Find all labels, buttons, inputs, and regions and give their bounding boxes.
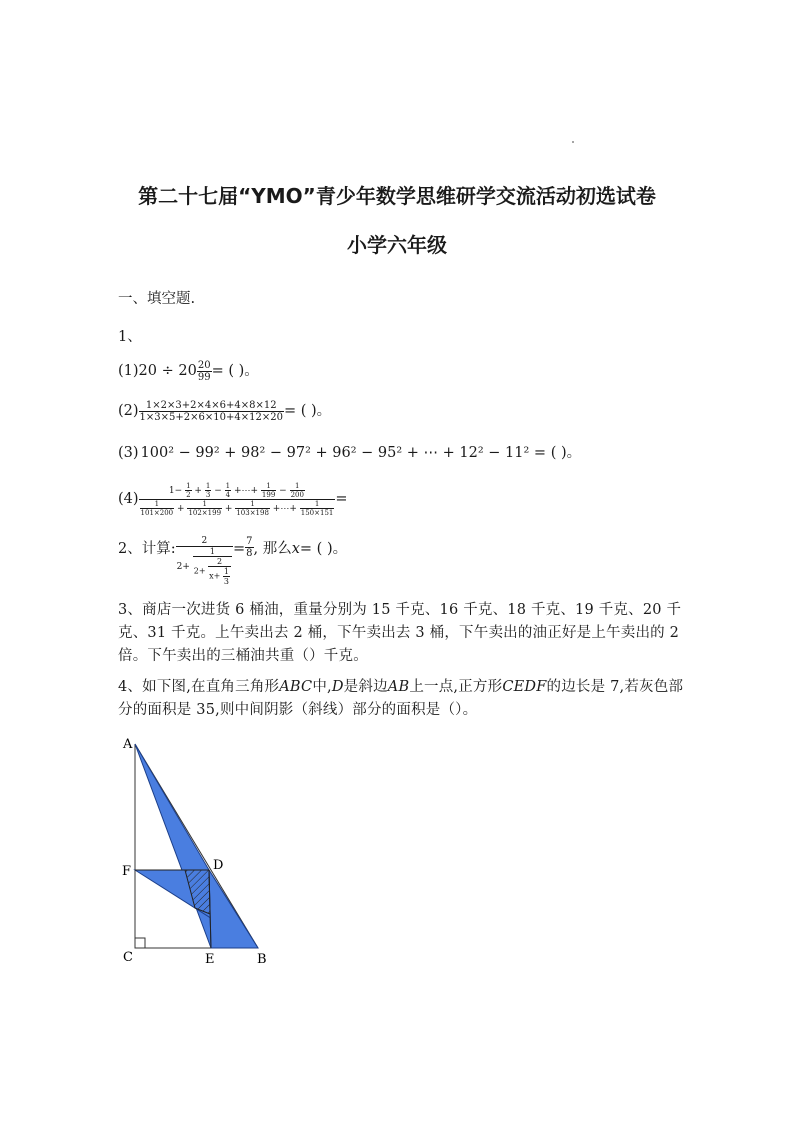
gray-region-right (209, 870, 258, 948)
label-b: B (257, 952, 267, 967)
question-1-part-1: (1) 20 ÷ 20 $\frac{20}{99}$ = ( )。 (118, 360, 259, 383)
section-heading: 一、填空题. (118, 291, 196, 307)
question-4: 4、如下图,在直角三角形ABC中,D是斜边AB上一点,正方形CEDF的边长是 7,若灰色部分的面积是 35,则中间阴影（斜线）部分的面积是（）。 (118, 679, 684, 718)
label-f: F (122, 864, 132, 879)
question-1-part-4: (4) 1− $\frac{1}{2}$ + $\frac{1}{3}$ − $\frac{1}{4}$ +⋯+ $\frac{1}{199}$ − $\frac{1}{200}$ $\frac{1}{101\times 200}$ + $\frac{1}{102\times 199}$ + $\frac{1}{103\times 198}$ +⋯+ $\frac{1}{150\times 151}$ = (118, 482, 348, 517)
label-e: E (205, 952, 215, 967)
question-2: 2、计算: 2 2+ 1 2+ 2 x+ $\frac{1}{3}$ = $\frac{7}{8}$ , 那么 x = ( )。 (118, 536, 348, 586)
product-fraction: $\frac{1\times 2\times 3+2\times 4\times 6+4\times 8\times 12}{1\times 3\times 5+2\times 6\times 10+4\times 12\times 20}$ (139, 400, 283, 423)
continued-fraction: 2 2+ 1 2+ 2 x+ $\frac{1}{3}$ (176, 536, 233, 586)
question-1-part-2: (2) $\frac{1\times 2\times 3+2\times 4\times 6+4\times 8\times 12}{1\times 3\times 5+2\times 6\times 10+4\times 12\times 20}$ = ( )。 (118, 400, 332, 423)
series-fraction: 1− $\frac{1}{2}$ + $\frac{1}{3}$ − $\frac{1}{4}$ +⋯+ $\frac{1}{199}$ − $\frac{1}{200}$ $\frac{1}{101\times 200}$ + $\frac{1}{102\times 199}$ + $\frac{1}{103\times 198}$ +⋯+ $\frac{1}{150\times 151}$ (140, 482, 334, 517)
label-c: C (123, 950, 133, 965)
right-angle-marker (135, 938, 145, 948)
speck (572, 141, 574, 143)
question-3: 3、商店一次进货 6 桶油，重量分别为 15 千克、16 千克、18 千克、19 千克、20 千克、31 千克。上午卖出去 2 桶，下午卖出去 3 桶，下午卖出的油正好是上午卖出的 2 倍。下午卖出的三桶油共重（）千克。 (118, 602, 682, 664)
page-subtitle: 小学六年级 (347, 233, 447, 257)
mixed-fraction: $\frac{20}{99}$ (197, 360, 211, 383)
geometry-figure (115, 730, 285, 970)
gray-region-left (135, 744, 211, 948)
label-d: D (213, 858, 224, 873)
page-title: 第二十七届“YMO”青少年数学思维研学交流活动初选试卷 (138, 184, 656, 208)
question-1-part-3: (3) 100² − 99² + 98² − 97² + 96² − 95² + ⋯ + 12² − 11² = ( )。 (118, 445, 582, 461)
label-a: A (123, 737, 133, 752)
question-1-label: 1、 (118, 329, 142, 345)
